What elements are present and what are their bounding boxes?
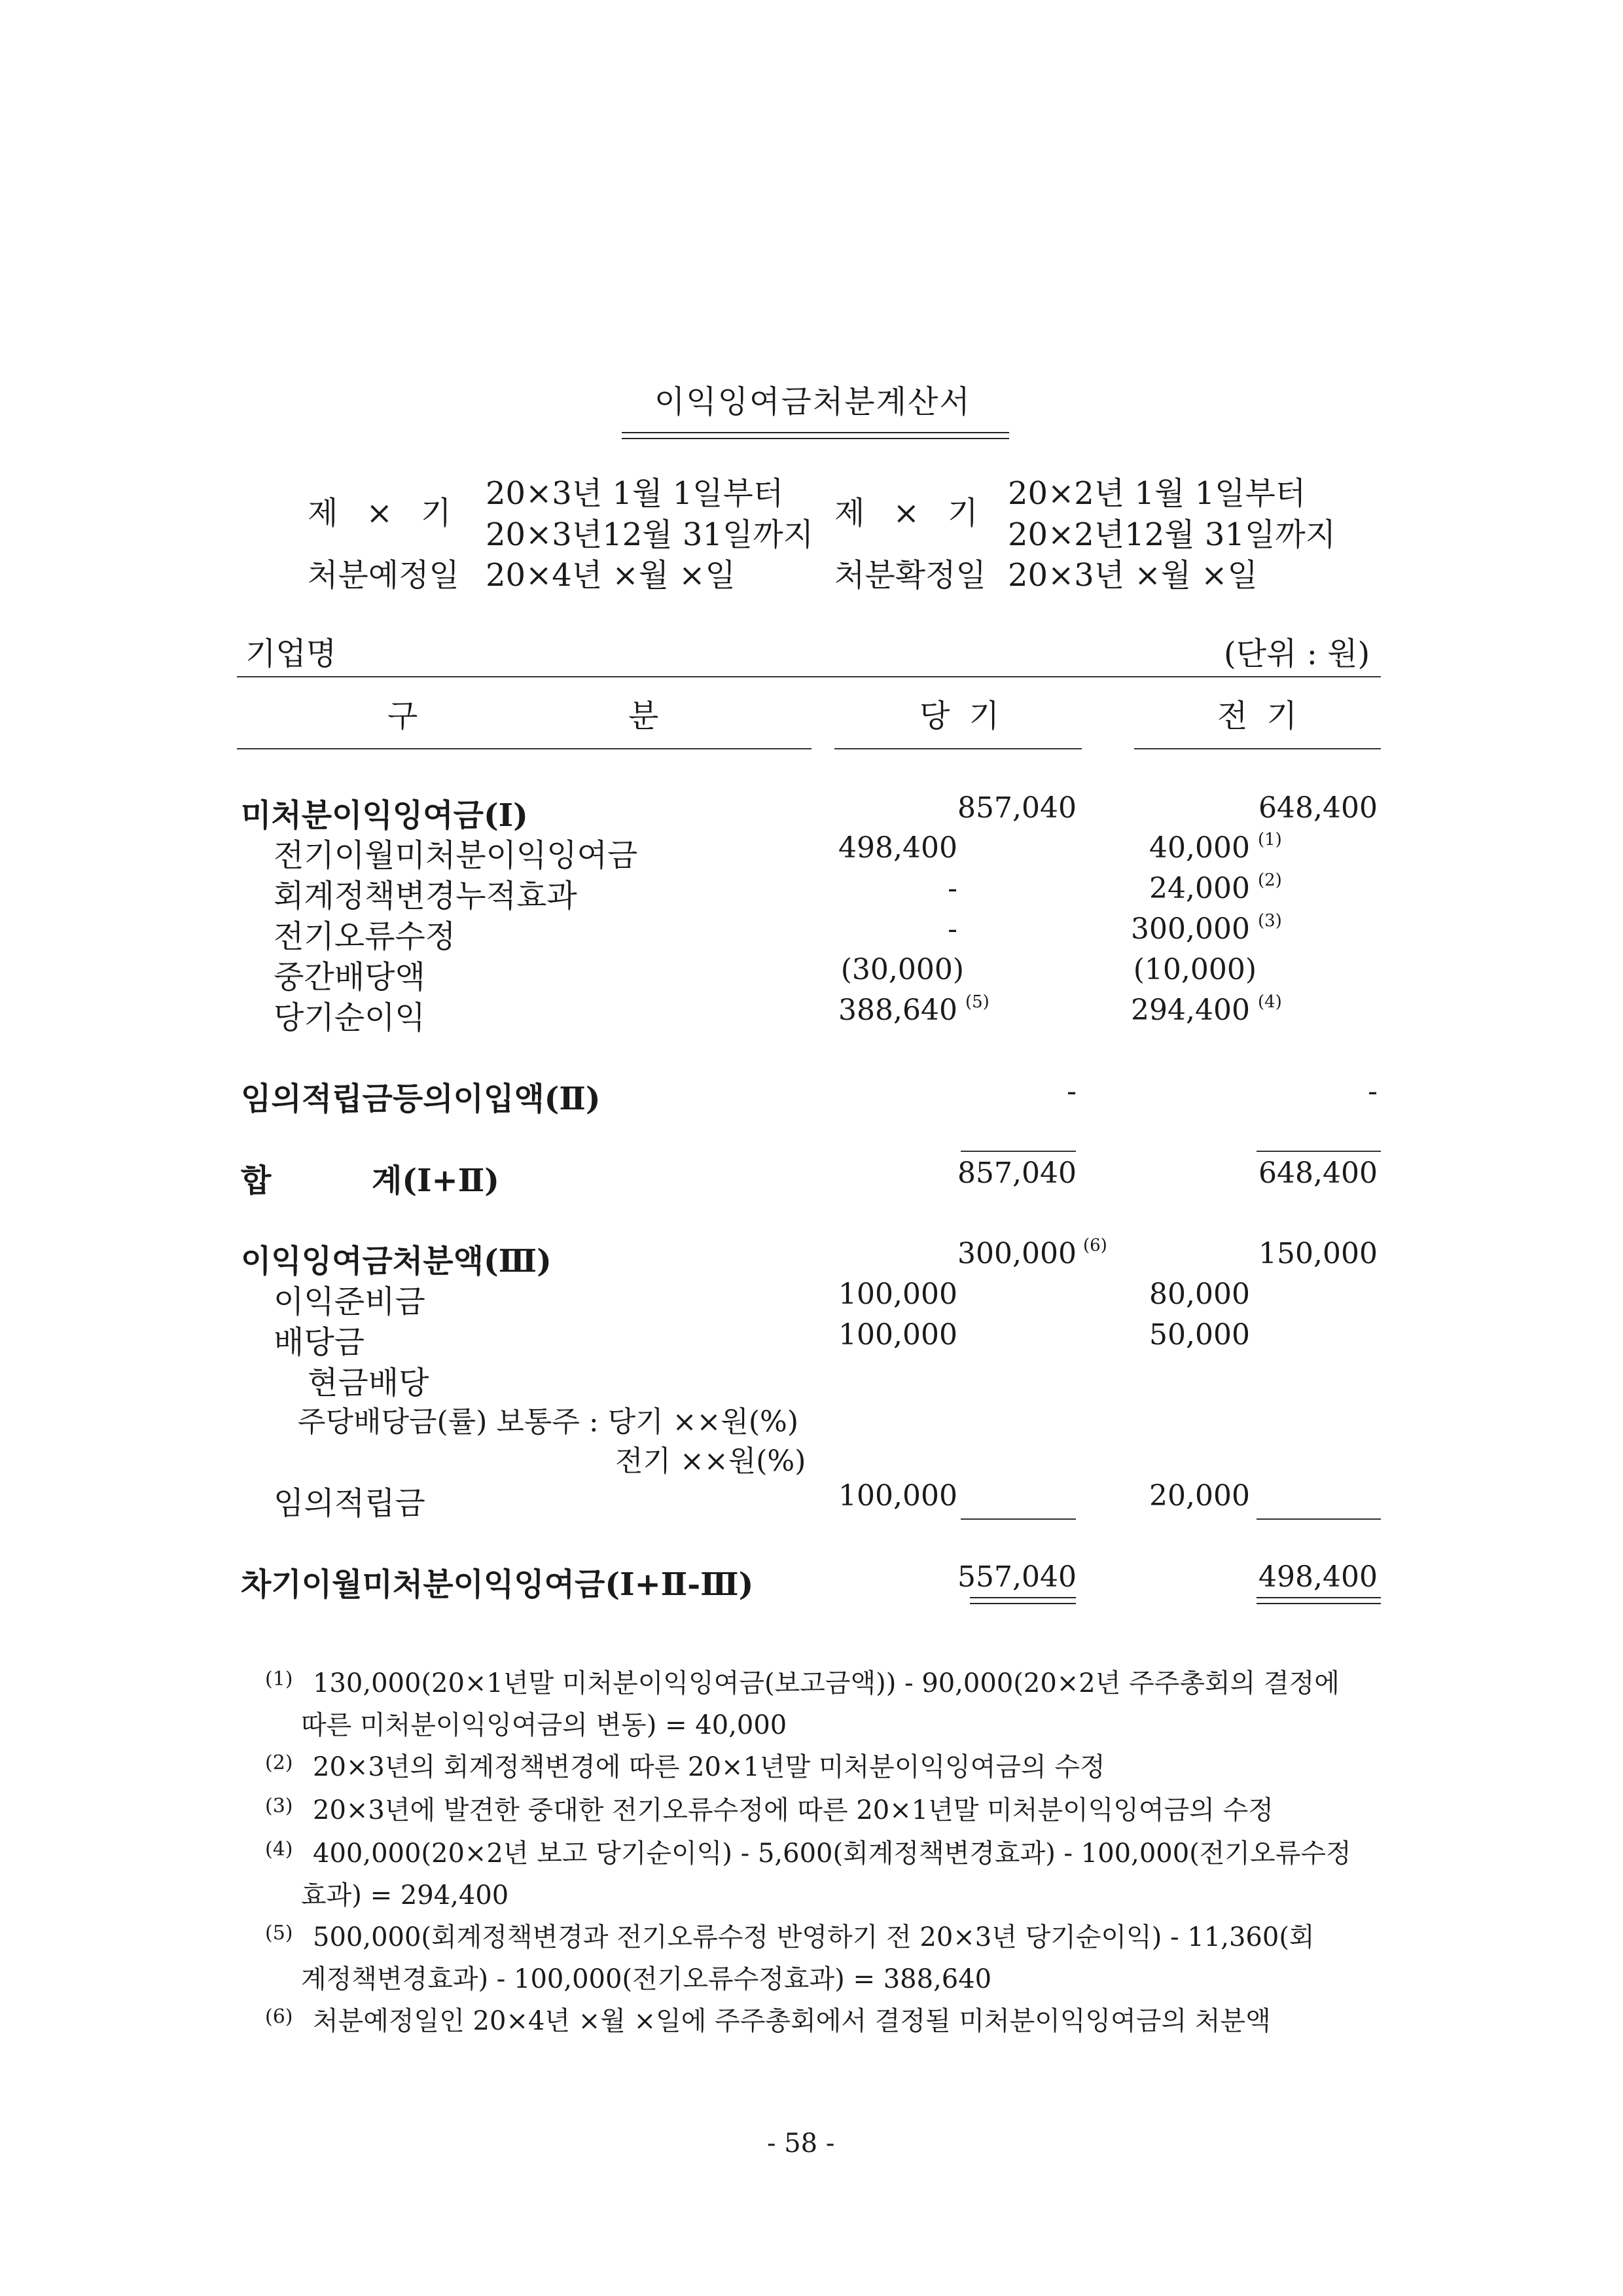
carryforward-double-rule-prior — [1257, 1597, 1381, 1604]
footnote-ref: (6) — [1083, 1236, 1107, 1255]
item-label: 임의적립금 — [274, 1485, 425, 1522]
item-current: - — [948, 912, 957, 946]
item-prior: 40,000 — [1149, 831, 1250, 865]
footnote-line: 계정책변경효과) - 100,000(전기오류수정효과) = 388,640 — [301, 1964, 992, 1994]
item-prior: 300,000 — [1131, 912, 1250, 946]
footnote-line: 20×3년에 발견한 중대한 전기오류수정에 따른 20×1년말 미처분이익잉여금의 수정 — [313, 1795, 1274, 1825]
header-rule-col2 — [834, 748, 1082, 749]
footnote-line: 500,000(회계정책변경과 전기오류수정 반영하기 전 20×3년 당기순이익) - 11,360(회 — [313, 1922, 1315, 1952]
item-prior: 294,400 — [1131, 994, 1250, 1027]
footnote-line: 20×3년의 회계정책변경에 따른 20×1년말 미처분이익잉여금의 수정 — [313, 1752, 1105, 1782]
unit-label: (단위 : 원) — [1224, 636, 1370, 672]
prior-period-from: 20×2년 1월 1일부터 — [1008, 475, 1306, 512]
item-prior: 50,000 — [1149, 1318, 1250, 1352]
appropriation-current: 300,000 — [957, 1237, 1077, 1270]
item-current: 100,000 — [838, 1278, 957, 1311]
item-prior: 24,000 — [1149, 872, 1250, 905]
item-label: 전기이월미처분이익잉여금 — [274, 837, 638, 874]
column-header-prior: 전 기 — [1217, 698, 1297, 734]
footnote-number: (5) — [265, 1922, 293, 1945]
footnote-number: (2) — [265, 1751, 293, 1774]
transfer-prior: - — [1368, 1075, 1378, 1108]
item-label: 당기순이익 — [274, 999, 425, 1036]
item-label: 현금배당 — [308, 1365, 429, 1401]
prior-date-label: 처분확정일 — [834, 557, 986, 594]
item-label: 전기오류수정 — [274, 918, 456, 955]
item-current: 100,000 — [838, 1479, 957, 1513]
footnote-ref: (4) — [1258, 992, 1282, 1012]
footnote-ref: (5) — [965, 992, 990, 1012]
footnote-number: (3) — [265, 1795, 293, 1818]
column-header-current: 당 기 — [919, 698, 999, 734]
statement-title: 이익잉여금처분계산서 — [654, 384, 971, 420]
total-label-a: 합 — [241, 1162, 272, 1199]
footnote-number: (4) — [265, 1838, 293, 1861]
title-double-underline — [622, 432, 1009, 439]
footnote-ref: (3) — [1258, 911, 1282, 931]
footnote-line: 처분예정일인 20×4년 ×월 ×일에 주주총회에서 결정될 미처분이익잉여금의 처분액 — [313, 2006, 1271, 2036]
unappropriated-prior: 648,400 — [1258, 791, 1378, 825]
page-number: - 58 - — [767, 2128, 835, 2159]
subtotal-rule-prior — [1257, 1518, 1381, 1520]
carryforward-current: 557,040 — [957, 1560, 1077, 1594]
item-prior: 20,000 — [1149, 1479, 1250, 1513]
appropriation-label: 이익잉여금처분액(Ⅲ) — [241, 1243, 552, 1280]
appropriation-prior: 150,000 — [1258, 1237, 1378, 1270]
total-current: 857,040 — [957, 1157, 1077, 1190]
footnote-ref: (1) — [1258, 830, 1282, 850]
item-label: 회계정책변경누적효과 — [274, 878, 577, 914]
current-date: 20×4년 ×월 ×일 — [486, 557, 736, 594]
total-prior: 648,400 — [1258, 1157, 1378, 1190]
unappropriated-current: 857,040 — [957, 791, 1077, 825]
column-header-category-a: 구 — [387, 698, 418, 734]
item-prior: 80,000 — [1149, 1278, 1250, 1311]
footnote-number: (1) — [265, 1668, 293, 1691]
item-label: 배당금 — [274, 1324, 365, 1361]
unappropriated-label: 미처분이익잉여금(Ⅰ) — [241, 797, 528, 834]
item-prior: (10,000) — [1133, 953, 1257, 986]
item-label: 중간배당액 — [274, 959, 425, 996]
footnote-ref: (2) — [1258, 870, 1282, 890]
company-label: 기업명 — [245, 636, 337, 672]
header-rule-col1 — [237, 748, 812, 749]
item-current: (30,000) — [840, 953, 964, 986]
transfer-label: 임의적립금등의이입액(Ⅱ) — [241, 1081, 601, 1117]
item-current: 100,000 — [838, 1318, 957, 1352]
current-period-label: 제 × 기 — [308, 495, 452, 531]
carryforward-double-rule-current — [970, 1597, 1076, 1604]
total-rule-prior — [1257, 1151, 1381, 1152]
item-current: 388,640 — [838, 994, 957, 1027]
footnote-line: 400,000(20×2년 보고 당기순이익) - 5,600(회계정책변경효과) - 100,000(전기오류수정 — [313, 1839, 1351, 1869]
carryforward-prior: 498,400 — [1258, 1560, 1378, 1594]
subtotal-rule-current — [961, 1518, 1076, 1520]
footnote-line: 효과) = 294,400 — [301, 1880, 509, 1910]
footnote-line: 130,000(20×1년말 미처분이익잉여금(보고금액)) - 90,000(20×2년 주주총회의 결정에 — [313, 1668, 1340, 1698]
footnote-line: 따른 미처분이익잉여금의 변동) = 40,000 — [301, 1710, 787, 1740]
item-label: 주당배당금(률) 보통주 : 당기 ××원(%) — [298, 1405, 799, 1439]
header-rule-col3 — [1134, 748, 1381, 749]
footnote-number: (6) — [265, 2005, 293, 2028]
prior-period-label: 제 × 기 — [834, 495, 978, 531]
transfer-current: - — [1067, 1075, 1077, 1108]
column-header-category-b: 분 — [628, 698, 659, 734]
total-rule-current — [961, 1151, 1076, 1152]
current-date-label: 처분예정일 — [308, 557, 459, 594]
current-period-from: 20×3년 1월 1일부터 — [486, 475, 784, 512]
item-label: 이익준비금 — [274, 1283, 425, 1320]
item-current: 498,400 — [838, 831, 957, 865]
prior-date: 20×3년 ×월 ×일 — [1008, 557, 1258, 594]
item-label: 전기 ××원(%) — [615, 1444, 806, 1478]
header-top-rule — [237, 676, 1381, 677]
total-label-b: 계(Ⅰ+Ⅱ) — [372, 1162, 499, 1199]
carryforward-label: 차기이월미처분이익잉여금(Ⅰ+Ⅱ-Ⅲ) — [241, 1566, 754, 1603]
current-period-to: 20×3년12월 31일까지 — [486, 516, 814, 553]
item-current: - — [948, 872, 957, 905]
prior-period-to: 20×2년12월 31일까지 — [1008, 516, 1336, 553]
